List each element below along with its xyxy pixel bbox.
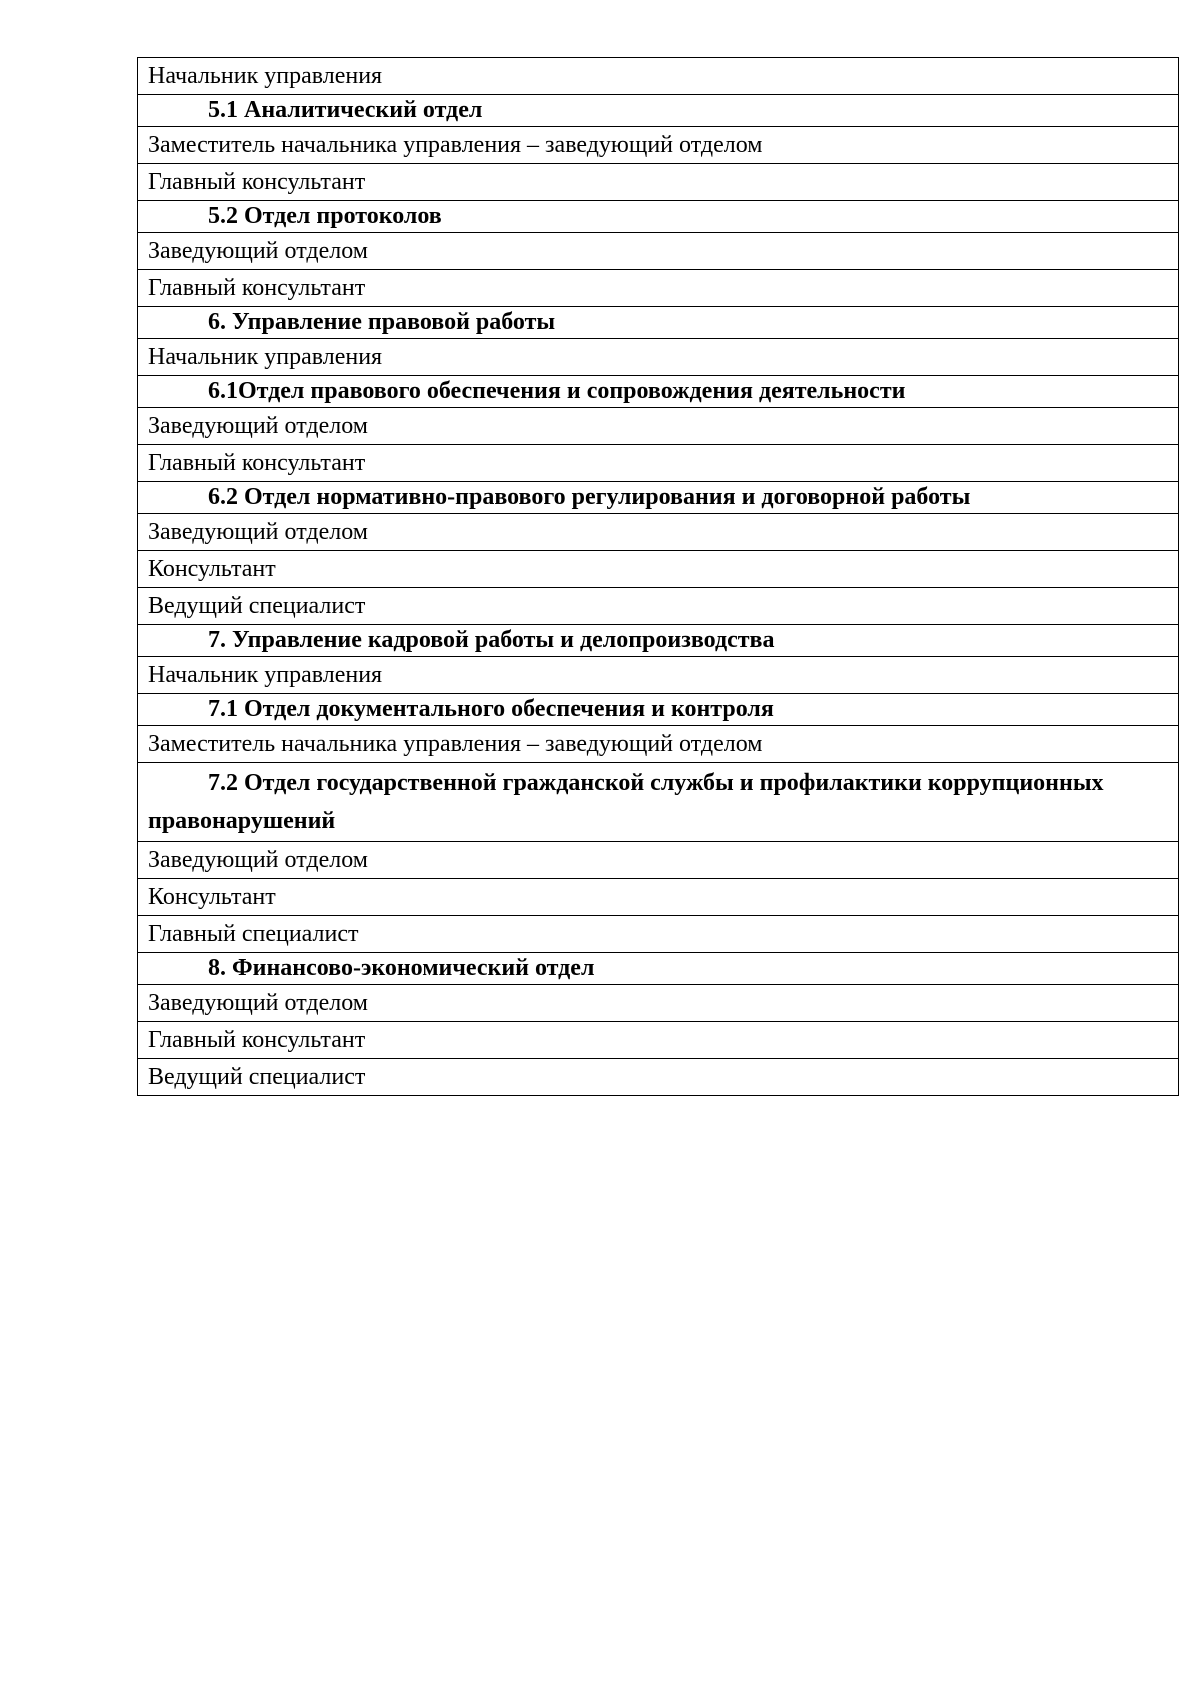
position-row (138, 58, 1179, 95)
position-row (138, 127, 1179, 164)
position-cell (138, 339, 1179, 376)
position-cell (138, 408, 1179, 445)
position-title: Заведующий отделом (148, 238, 368, 264)
position-cell (138, 1022, 1179, 1059)
position-cell (138, 842, 1179, 879)
section-heading-row (138, 201, 1179, 233)
position-row (138, 916, 1179, 953)
section-heading-text: 6.2 Отдел нормативно-правового регулирования и договорной работы (208, 484, 971, 510)
section-heading-cell (138, 482, 1179, 514)
position-cell (138, 1059, 1179, 1096)
staff-table-body (138, 58, 1179, 1096)
section-heading-row (138, 953, 1179, 985)
position-title: Главный консультант (148, 1027, 366, 1053)
position-title: Заведующий отделом (148, 519, 368, 545)
section-heading-text: 8. Финансово-экономический отдел (208, 955, 595, 981)
position-row (138, 588, 1179, 625)
position-row (138, 270, 1179, 307)
section-heading-row (138, 376, 1179, 408)
position-title: Начальник управления (148, 344, 383, 370)
section-heading-text: 7.1 Отдел документального обеспечения и контроля (208, 696, 774, 722)
position-title: Заведующий отделом (148, 413, 368, 439)
position-title: Заведующий отделом (148, 847, 368, 873)
section-heading-text: 5.1 Аналитический отдел (208, 97, 483, 123)
position-title: Главный консультант (148, 169, 366, 195)
position-title: Начальник управления (148, 662, 383, 688)
section-heading-cell (138, 625, 1179, 657)
position-title: Заместитель начальника управления – заведующий отделом (148, 132, 763, 158)
section-heading-row (138, 694, 1179, 726)
position-row (138, 551, 1179, 588)
position-title: Консультант (148, 556, 276, 582)
section-heading-cell (138, 307, 1179, 339)
position-cell (138, 164, 1179, 201)
position-cell (138, 58, 1179, 95)
position-cell (138, 270, 1179, 307)
position-row (138, 726, 1179, 763)
position-row (138, 445, 1179, 482)
position-title: Начальник управления (148, 63, 383, 89)
position-cell (138, 127, 1179, 164)
position-title: Заместитель начальника управления – заведующий отделом (148, 731, 763, 757)
position-row (138, 339, 1179, 376)
position-row (138, 985, 1179, 1022)
staff-positions-table (137, 57, 1179, 1096)
position-row (138, 514, 1179, 551)
section-heading-text: 6.1Отдел правового обеспечения и сопровождения деятельности (208, 378, 906, 404)
position-title: Главный консультант (148, 275, 366, 301)
section-heading-row (138, 482, 1179, 514)
position-row (138, 657, 1179, 694)
position-cell (138, 879, 1179, 916)
position-cell (138, 985, 1179, 1022)
position-cell (138, 657, 1179, 694)
section-heading-cell (138, 201, 1179, 233)
position-row (138, 1059, 1179, 1096)
position-row (138, 164, 1179, 201)
section-heading-cell (138, 376, 1179, 408)
section-heading-row (138, 763, 1179, 842)
position-row (138, 879, 1179, 916)
position-cell (138, 916, 1179, 953)
section-heading-cell (138, 953, 1179, 985)
position-row (138, 1022, 1179, 1059)
position-title: Ведущий специалист (148, 593, 366, 619)
section-heading-row (138, 307, 1179, 339)
position-row (138, 408, 1179, 445)
section-heading-text: 5.2 Отдел протоколов (208, 203, 442, 229)
section-heading-text: 7. Управление кадровой работы и делопроизводства (208, 627, 775, 653)
position-title: Главный специалист (148, 921, 359, 947)
section-heading-cell (138, 694, 1179, 726)
position-cell (138, 551, 1179, 588)
section-heading-cell (138, 763, 1179, 842)
section-heading-cell (138, 95, 1179, 127)
position-title: Консультант (148, 884, 276, 910)
position-title: Главный консультант (148, 450, 366, 476)
position-cell (138, 514, 1179, 551)
section-heading-text: 6. Управление правовой работы (208, 309, 556, 335)
position-row (138, 233, 1179, 270)
position-cell (138, 445, 1179, 482)
position-cell (138, 726, 1179, 763)
position-title: Ведущий специалист (148, 1064, 366, 1090)
position-row (138, 842, 1179, 879)
position-title: Заведующий отделом (148, 990, 368, 1016)
section-heading-row (138, 625, 1179, 657)
position-cell (138, 588, 1179, 625)
section-heading-row (138, 95, 1179, 127)
section-heading-text: 7.2 Отдел государственной гражданской службы и профилактики коррупционных правонарушений (148, 770, 1104, 834)
position-cell (138, 233, 1179, 270)
